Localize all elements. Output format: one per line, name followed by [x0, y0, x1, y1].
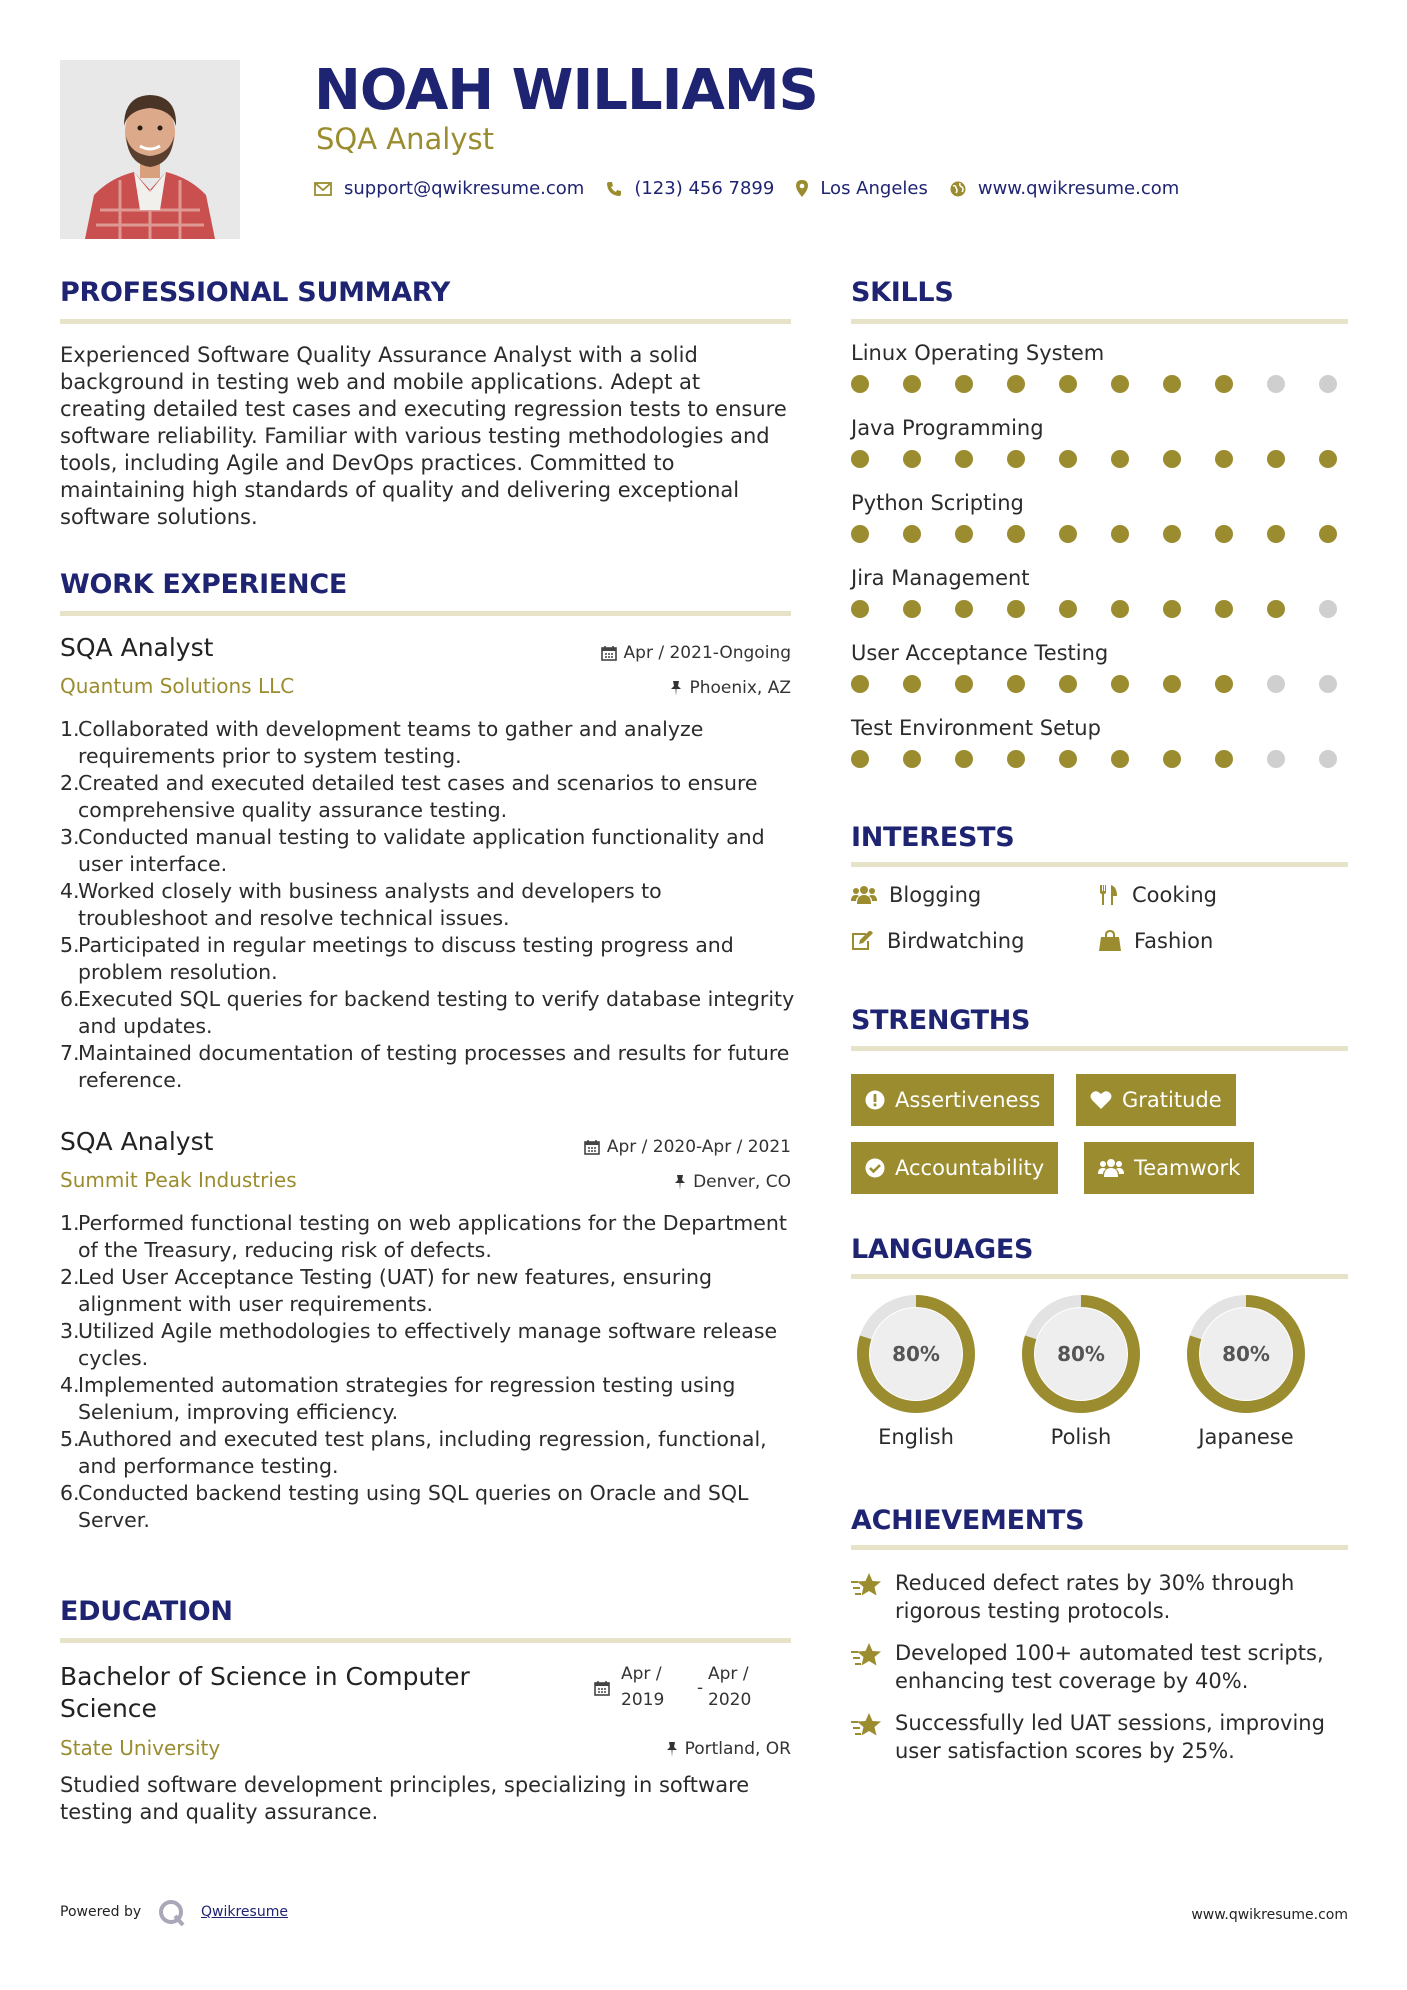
- skill-dot-filled: [1059, 600, 1077, 618]
- education-heading: EDUCATION: [60, 1596, 233, 1627]
- skill-row: [851, 341, 1337, 393]
- list-item: Led User Acceptance Testing (UAT) for new features, ensuring alignment with user requirements.: [78, 1265, 713, 1316]
- education-end-year: 2020: [708, 1690, 752, 1710]
- skill-dot-empty: [1319, 600, 1337, 618]
- skill-dot-filled: [1163, 375, 1181, 393]
- skill-dot-filled: [1319, 525, 1337, 543]
- check-circle-icon: [865, 1158, 885, 1178]
- job-bullets: [60, 1210, 795, 1534]
- profile-photo: [60, 60, 240, 239]
- summary-divider: [60, 319, 791, 324]
- list-item: Executed SQL queries for backend testing to verify database integrity and updates.: [78, 987, 795, 1038]
- languages-divider: [851, 1274, 1348, 1279]
- strength-chip: [851, 1074, 1054, 1126]
- skill-dot-filled: [1163, 450, 1181, 468]
- education-end-month: Apr /: [708, 1664, 749, 1684]
- language-item: [1166, 1293, 1326, 1449]
- skill-dot-empty: [1267, 750, 1285, 768]
- education-location: [480, 1739, 791, 1759]
- languages-row: [851, 1293, 1348, 1463]
- skill-dot-empty: [1319, 675, 1337, 693]
- education-description: Studied software development principles, specializing in software testing and quality assurance.: [60, 1773, 750, 1824]
- education-dates: [594, 1680, 610, 1700]
- skill-name: User Acceptance Testing: [851, 641, 1109, 665]
- phone-text: (123) 456 7899: [634, 178, 775, 199]
- qwikresume-logo-icon: [157, 1898, 187, 1928]
- skill-name: Linux Operating System: [851, 341, 1105, 365]
- job-dates-text: Apr / 2021-Ongoing: [623, 643, 791, 663]
- skill-dot-filled: [1267, 600, 1285, 618]
- skill-dot-empty: [1267, 375, 1285, 393]
- skill-dot-filled: [903, 450, 921, 468]
- skill-dot-filled: [1111, 375, 1129, 393]
- job-location: [480, 678, 791, 698]
- list-item: Conducted manual testing to validate application functionality and user interface.: [78, 825, 765, 876]
- skill-dot-filled: [903, 525, 921, 543]
- website-text: www.qwikresume.com: [977, 178, 1180, 199]
- users-icon: [1098, 1158, 1124, 1178]
- list-item: Utilized Agile methodologies to effectively manage software release cycles.: [78, 1319, 778, 1370]
- skill-dot-filled: [1215, 675, 1233, 693]
- skill-dot-filled: [1111, 675, 1129, 693]
- interests-heading: INTERESTS: [851, 822, 1015, 853]
- languages-heading: LANGUAGES: [851, 1234, 1034, 1265]
- skill-dot-filled: [851, 750, 869, 768]
- skill-dot-filled: [1007, 525, 1025, 543]
- skill-dot-filled: [1215, 750, 1233, 768]
- skill-dot-filled: [851, 675, 869, 693]
- list-item: Implemented automation strategies for regression testing using Selenium, improving efficiency.: [78, 1373, 736, 1424]
- skill-rating-dots: [851, 600, 1337, 618]
- skill-dot-filled: [1111, 600, 1129, 618]
- skill-dot-filled: [1163, 675, 1181, 693]
- degree-line: Bachelor of Science in Computer: [60, 1662, 470, 1691]
- education-divider: [60, 1638, 791, 1643]
- job-location-text: Denver, CO: [693, 1172, 791, 1192]
- strength-chip: [851, 1142, 1058, 1194]
- skill-row: [851, 641, 1337, 693]
- skill-dot-filled: [955, 750, 973, 768]
- thumbtack-icon: [670, 680, 682, 696]
- language-ring: [1020, 1293, 1142, 1415]
- achievements-heading: ACHIEVEMENTS: [851, 1505, 1085, 1536]
- list-item: Authored and executed test plans, including regression, functional, and performance testing.: [78, 1427, 767, 1478]
- skill-rating-dots: [851, 450, 1337, 468]
- candidate-title: SQA Analyst: [316, 122, 494, 156]
- contact-phone[interactable]: [606, 178, 774, 199]
- skill-row: [851, 566, 1337, 618]
- skill-row: [851, 491, 1337, 543]
- achievement-text: Developed 100+ automated test scripts, enhancing test coverage by 40%.: [895, 1641, 1324, 1693]
- star-achievement-icon: [851, 1642, 883, 1670]
- skill-dot-filled: [1059, 375, 1077, 393]
- skill-dot-filled: [955, 525, 973, 543]
- job-title: SQA Analyst: [60, 633, 214, 662]
- contact-website[interactable]: [950, 178, 1179, 199]
- education-date-dash: -: [697, 1678, 704, 1698]
- exclamation-circle-icon: [865, 1090, 885, 1110]
- skill-dot-filled: [903, 750, 921, 768]
- star-achievement-icon: [851, 1712, 883, 1740]
- contact-email[interactable]: [314, 178, 584, 199]
- list-item: Collaborated with development teams to gather and analyze requirements prior to system testing.: [78, 717, 704, 768]
- language-ring: [855, 1293, 977, 1415]
- strength-label: Teamwork: [1134, 1156, 1241, 1180]
- skill-dot-empty: [1267, 675, 1285, 693]
- skill-dot-filled: [1267, 525, 1285, 543]
- job-dates: [480, 643, 791, 663]
- shopping-bag-icon: [1098, 930, 1122, 952]
- interest-birdwatching: [851, 929, 1024, 953]
- skill-dot-filled: [1007, 375, 1025, 393]
- globe-icon: [950, 181, 966, 197]
- language-ring: [1185, 1293, 1307, 1415]
- interest-blogging: [851, 883, 981, 907]
- experience-divider: [60, 611, 791, 616]
- star-achievement-icon: [851, 1572, 883, 1600]
- interest-label: Cooking: [1132, 883, 1217, 907]
- skills-divider: [851, 319, 1348, 324]
- skill-dot-filled: [1163, 525, 1181, 543]
- achievement-text: Successfully led UAT sessions, improving user satisfaction scores by 25%.: [895, 1711, 1325, 1763]
- language-name: English: [878, 1425, 954, 1449]
- job-bullets: [60, 716, 795, 1094]
- job-title: SQA Analyst: [60, 1127, 214, 1156]
- skill-name: Jira Management: [851, 566, 1030, 590]
- skill-dot-filled: [1007, 450, 1025, 468]
- skill-rating-dots: [851, 675, 1337, 693]
- contact-bar: [314, 178, 1201, 199]
- skill-rating-dots: [851, 375, 1337, 393]
- school-name: State University: [60, 1736, 221, 1760]
- thumbtack-icon: [666, 1741, 678, 1757]
- skill-dot-filled: [1111, 450, 1129, 468]
- skill-dot-filled: [1163, 600, 1181, 618]
- interest-label: Birdwatching: [887, 929, 1025, 953]
- language-item: [836, 1293, 996, 1449]
- interests-divider: [851, 862, 1348, 867]
- skill-dot-filled: [903, 600, 921, 618]
- summary-text: Experienced Software Quality Assurance Analyst with a solid background in testing web and mobile applications. Adept at creating detailed test cases and executing regression tests to ensure software reliability. Familiar with various testing methodologies and tools, including Agile and DevOps practices. Committed to maintaining high standards of quality and delivering exceptional software solutions.: [60, 343, 787, 529]
- location-text: Los Angeles: [820, 178, 928, 199]
- qwikresume-link[interactable]: Qwikresume: [201, 1904, 288, 1920]
- qwikresume-logo: [157, 1898, 187, 1932]
- skill-dot-filled: [1215, 600, 1233, 618]
- map-marker-icon: [796, 180, 808, 197]
- envelope-icon: [314, 182, 332, 196]
- job-location: [480, 1172, 791, 1192]
- skills-heading: SKILLS: [851, 277, 954, 308]
- degree-line: Science: [60, 1694, 157, 1723]
- achievement-item: [851, 1639, 1348, 1695]
- interest-cooking: [1098, 883, 1217, 907]
- thumbtack-icon: [674, 1174, 686, 1190]
- interest-fashion: [1098, 929, 1213, 953]
- skill-dot-filled: [1059, 750, 1077, 768]
- skill-dot-filled: [903, 675, 921, 693]
- language-percent: 80%: [892, 1342, 940, 1366]
- achievements-divider: [851, 1545, 1348, 1550]
- skill-dot-filled: [955, 675, 973, 693]
- phone-icon: [606, 181, 622, 197]
- list-item: Maintained documentation of testing processes and results for future reference.: [78, 1041, 790, 1092]
- list-item: Worked closely with business analysts and developers to troubleshoot and resolve technical issues.: [78, 879, 662, 930]
- skill-dot-filled: [903, 375, 921, 393]
- job-location-text: Phoenix, AZ: [689, 678, 791, 698]
- edit-icon: [851, 931, 875, 951]
- users-icon: [851, 885, 877, 905]
- heart-icon: [1090, 1090, 1112, 1110]
- skill-dot-filled: [1007, 675, 1025, 693]
- strength-label: Gratitude: [1122, 1088, 1222, 1112]
- skill-dot-filled: [1007, 750, 1025, 768]
- strength-label: Assertiveness: [895, 1088, 1041, 1112]
- job-dates: [480, 1137, 791, 1157]
- skill-dot-filled: [1111, 525, 1129, 543]
- list-item: Participated in regular meetings to discuss testing progress and problem resolution.: [78, 933, 734, 984]
- skill-dot-filled: [1059, 450, 1077, 468]
- skill-rating-dots: [851, 525, 1337, 543]
- language-name: Polish: [1050, 1425, 1112, 1449]
- language-item: [1001, 1293, 1161, 1449]
- skill-dot-filled: [1215, 525, 1233, 543]
- strength-label: Accountability: [895, 1156, 1045, 1180]
- company-name: Summit Peak Industries: [60, 1168, 297, 1192]
- contact-location: [796, 178, 928, 199]
- strengths-heading: STRENGTHS: [851, 1005, 1031, 1036]
- skill-dot-filled: [1215, 375, 1233, 393]
- company-name: Quantum Solutions LLC: [60, 674, 295, 698]
- job-dates-text: Apr / 2020-Apr / 2021: [606, 1137, 791, 1157]
- skill-dot-filled: [1163, 750, 1181, 768]
- strength-chip: [1084, 1142, 1254, 1194]
- interest-label: Blogging: [889, 883, 982, 907]
- skill-dot-empty: [1319, 375, 1337, 393]
- skill-dot-filled: [851, 525, 869, 543]
- footer-site[interactable]: www.qwikresume.com: [1191, 1907, 1348, 1923]
- interest-label: Fashion: [1134, 929, 1214, 953]
- language-percent: 80%: [1222, 1342, 1270, 1366]
- strengths-divider: [851, 1046, 1348, 1051]
- skill-dot-filled: [851, 450, 869, 468]
- education-start-year: 2019: [621, 1690, 665, 1710]
- summary-heading: PROFESSIONAL SUMMARY: [60, 277, 451, 308]
- skill-dot-filled: [1215, 450, 1233, 468]
- list-item: Conducted backend testing using SQL queries on Oracle and SQL Server.: [78, 1481, 749, 1532]
- skill-dot-empty: [1319, 750, 1337, 768]
- skill-dot-filled: [955, 450, 973, 468]
- education-start-month: Apr /: [621, 1664, 662, 1684]
- skill-dot-filled: [955, 600, 973, 618]
- skill-dot-filled: [1111, 750, 1129, 768]
- skill-dot-filled: [1267, 450, 1285, 468]
- skill-dot-filled: [955, 375, 973, 393]
- strength-chip: [1076, 1074, 1236, 1126]
- skill-dot-filled: [1059, 675, 1077, 693]
- utensils-icon: [1098, 884, 1120, 906]
- candidate-name: NOAH WILLIAMS: [314, 58, 818, 123]
- degree-title: [60, 1661, 470, 1725]
- skill-dot-filled: [1059, 525, 1077, 543]
- calendar-icon: [601, 645, 617, 661]
- skill-row: [851, 716, 1337, 768]
- achievement-text: Reduced defect rates by 30% through rigorous testing protocols.: [895, 1571, 1295, 1623]
- calendar-icon: [594, 1680, 610, 1696]
- achievement-item: [851, 1569, 1348, 1625]
- education-location-text: Portland, OR: [684, 1739, 791, 1759]
- education-start: [621, 1661, 664, 1713]
- skill-dot-filled: [1007, 600, 1025, 618]
- skill-dot-filled: [851, 600, 869, 618]
- skill-name: Java Programming: [851, 416, 1044, 440]
- calendar-icon: [584, 1139, 600, 1155]
- skill-row: [851, 416, 1337, 468]
- language-percent: 80%: [1057, 1342, 1105, 1366]
- education-end: [708, 1661, 751, 1713]
- experience-heading: WORK EXPERIENCE: [60, 569, 347, 600]
- email-text: support@qwikresume.com: [344, 178, 585, 199]
- skill-dot-filled: [1319, 450, 1337, 468]
- list-item: Created and executed detailed test cases and scenarios to ensure comprehensive quality assurance testing.: [78, 771, 758, 822]
- skill-rating-dots: [851, 750, 1337, 768]
- powered-by-text: Powered by: [60, 1904, 142, 1920]
- profile-photo-image: [60, 60, 240, 239]
- skill-dot-filled: [851, 375, 869, 393]
- achievement-item: [851, 1709, 1348, 1765]
- skill-name: Python Scripting: [851, 491, 1024, 515]
- language-name: Japanese: [1198, 1425, 1294, 1449]
- list-item: Performed functional testing on web applications for the Department of the Treasury, reducing risk of defects.: [78, 1211, 787, 1262]
- skill-name: Test Environment Setup: [851, 716, 1101, 740]
